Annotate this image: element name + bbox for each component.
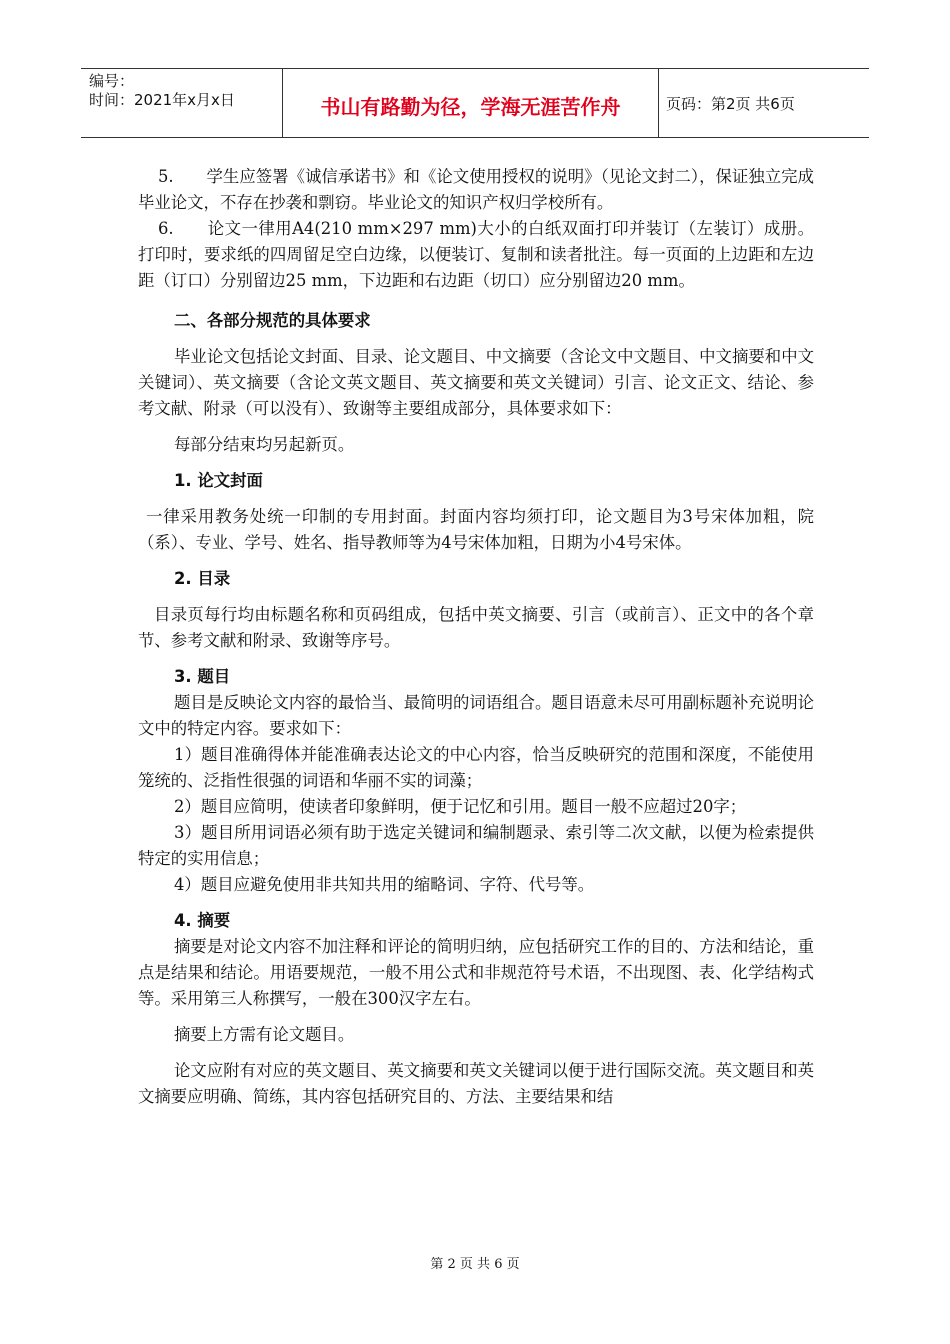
title-paragraph: 题目是反映论文内容的最恰当、最简明的词语组合。题目语意未尽可用副标题补充说明论文中的特定内容。要求如下：	[138, 693, 814, 738]
heading-abstract: 4. 摘要	[174, 911, 231, 930]
abstract-paragraph: 摘要是对论文内容不加注释和评论的简明归纳，应包括研究工作的目的、方法和结论，重点是结果和结论。用语要规范，一般不用公式和非规范符号术语，不出现图、表、化学结构式等。采用第三人称撰写，一般在300汉字左右。	[138, 937, 814, 1008]
title-item-4: 4）题目应避免使用非共知共用的缩略词、字符、代号等。	[174, 875, 595, 894]
header-meta	[89, 72, 235, 110]
header-slogan: 书山有路勤为径，学海无涯苦作舟	[320, 95, 621, 119]
time-label: 时间：2021年x月x日	[89, 91, 235, 109]
document-body	[138, 164, 814, 1110]
header-page-info: 页码：第2页 共6页	[666, 95, 795, 113]
newpage-note: 每部分结束均另起新页。	[174, 435, 355, 454]
page-footer: 第 2 页 共 6 页	[430, 1257, 520, 1272]
title-item-2: 2）题目应简明，使读者印象鲜明，便于记忆和引用。题目一般不应超过20字；	[174, 797, 747, 816]
paragraph-5: 5. 学生应签署《诚信承诺书》和《论文使用授权的说明》（见论文封二），保证独立完成毕业论文，不存在抄袭和剽窃。毕业论文的知识产权归学校所有。	[138, 167, 814, 212]
page-header	[81, 68, 869, 138]
header-divider	[658, 69, 659, 137]
title-item-1: 1）题目准确得体并能准确表达论文的中心内容，恰当反映研究的范围和深度，不能使用笼统的、泛指性很强的词语和华丽不实的词藻；	[138, 745, 814, 790]
abstract-note: 摘要上方需有论文题目。	[174, 1025, 355, 1044]
abstract-english-paragraph: 论文应附有对应的英文题目、英文摘要和英文关键词以便于进行国际交流。英文题目和英文摘要应明确、简练，其内容包括研究目的、方法、主要结果和结	[138, 1061, 814, 1106]
toc-paragraph: 目录页每行均由标题名称和页码组成，包括中英文摘要、引言（或前言）、正文中的各个章节、参考文献和附录、致谢等序号。	[138, 605, 814, 650]
intro-paragraph: 毕业论文包括论文封面、目录、论文题目、中文摘要（含论文中文题目、中文摘要和中文关键词）、英文摘要（含论文英文题目、英文摘要和英文关键词）引言、论文正文、结论、参考文献、附录（可以没有）、致谢等主要组成部分，具体要求如下：	[138, 347, 814, 418]
heading-toc: 2. 目录	[174, 569, 231, 588]
paragraph-6: 6. 论文一律用A4(210 mm×297 mm)大小的白纸双面打印并装订（左装订）成册。打印时，要求纸的四周留足空白边缘，以便装订、复制和读者批注。每一页面的上边距和左边距（订口）分别留边25 mm，下边距和右边距（切口）应分别留边20 mm。	[138, 219, 814, 290]
section-2-title: 二、各部分规范的具体要求	[174, 311, 371, 330]
cover-paragraph: 一律采用教务处统一印制的专用封面。封面内容均须打印，论文题目为3号宋体加粗，院（系）、专业、学号、姓名、指导教师等为4号宋体加粗，日期为小4号宋体。	[138, 507, 814, 552]
heading-title: 3. 题目	[174, 667, 231, 686]
heading-cover: 1. 论文封面	[174, 471, 263, 490]
number-label: 编号：	[89, 72, 135, 90]
title-item-3: 3）题目所用词语必须有助于选定关键词和编制题录、索引等二次文献，以便为检索提供特定的实用信息；	[138, 823, 814, 868]
